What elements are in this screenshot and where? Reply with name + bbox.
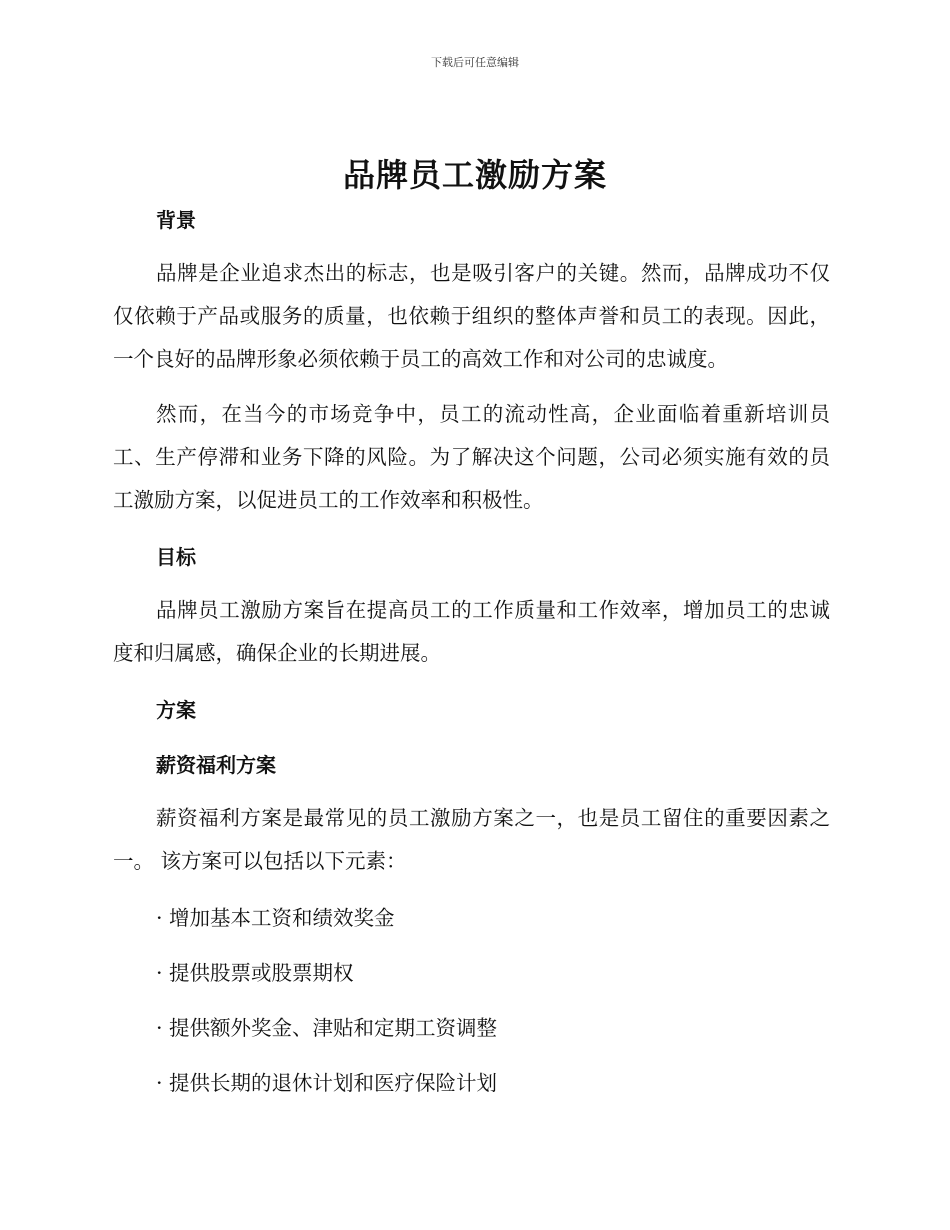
document-title: 品牌员工激励方案 — [342, 156, 607, 194]
paragraph-background-1: 品牌是企业追求杰出的标志，也是吸引客户的关键。然而，品牌成功不仅仅依赖于产品或服务的质量，也依赖于组织的整体声誉和员工的表现。因此，一个良好的品牌形象必须依赖于员工的高效工作和对公司的忠诚度。 — [113, 261, 830, 371]
heading-background: 背景 — [156, 208, 196, 232]
list-item: · 提供股票或股票期权 — [156, 961, 354, 985]
heading-goal: 目标 — [156, 545, 196, 569]
document-body — [113, 200, 830, 1103]
paragraph-salary-1: 薪资福利方案是最常见的员工激励方案之一，也是员工留住的重要因素之一。 该方案可以包括以下元素： — [113, 806, 830, 873]
paragraph-background-2: 然而，在当今的市场竞争中，员工的流动性高，企业面临着重新培训员工、生产停滞和业务下降的风险。为了解决这个问题，公司必须实施有效的员工激励方案，以促进员工的工作效率和积极性。 — [113, 402, 830, 512]
list-item: · 提供长期的退休计划和医疗保险计划 — [156, 1071, 498, 1095]
header-note: 下载后可任意编辑 — [431, 56, 519, 69]
heading-plan: 方案 — [156, 698, 196, 722]
list-item: · 增加基本工资和绩效奖金 — [156, 906, 395, 930]
heading-salary-plan: 薪资福利方案 — [156, 753, 276, 777]
list-item: · 提供额外奖金、津贴和定期工资调整 — [156, 1016, 498, 1040]
paragraph-goal-1: 品牌员工激励方案旨在提高员工的工作质量和工作效率，增加员工的忠诚度和归属感，确保企业的长期进展。 — [113, 598, 830, 665]
